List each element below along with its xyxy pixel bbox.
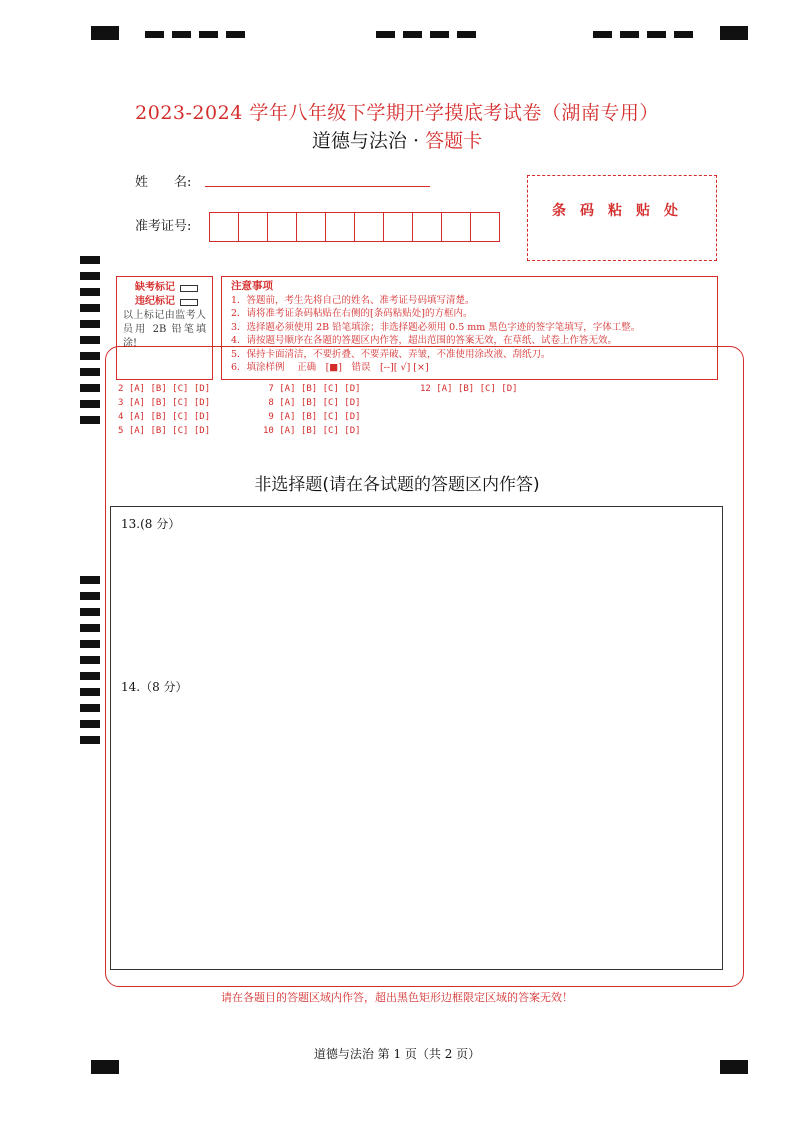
notice-box — [221, 276, 718, 380]
exam-id-digit-box[interactable] — [441, 212, 471, 242]
answer-card-label: 答题卡 — [425, 130, 483, 152]
exam-id-digit-box[interactable] — [412, 212, 442, 242]
notice-item: 5．保持卡面清洁，不要折叠、不要弄破、弄皱，不准使用涂改液、刮纸刀。 — [231, 348, 551, 360]
choice-row[interactable]: 2 [A] [B] [C] [D] — [118, 384, 211, 394]
choice-row[interactable]: 9 [A] [B] [C] [D] — [263, 412, 361, 422]
timing-mark — [674, 31, 693, 38]
notice-item: 3．选择题必须使用 2B 铅笔填涂；非选择题必须用 0.5 mm 黑色字迹的签字笔填写，字体工整。 — [231, 321, 641, 333]
choice-row[interactable]: 3 [A] [B] [C] [D] — [118, 398, 211, 408]
timing-mark — [145, 31, 164, 38]
page-footer: 道德与法治 第 1 页（共 2 页） — [313, 1047, 481, 1061]
notice-title: 注意事项 — [231, 280, 273, 292]
section-title: 非选择题(请在各试题的答题区内作答) — [254, 475, 540, 495]
absent-mark[interactable]: 缺考标记 — [123, 281, 206, 295]
timing-mark — [172, 31, 191, 38]
registration-mark — [720, 1060, 748, 1074]
timing-mark — [376, 31, 395, 38]
exam-id-digit-box[interactable] — [209, 212, 239, 242]
timing-mark — [430, 31, 449, 38]
timing-mark — [620, 31, 639, 38]
timing-mark — [226, 31, 245, 38]
barcode-area — [527, 175, 717, 261]
registration-mark — [91, 26, 119, 40]
timing-mark — [457, 31, 476, 38]
answer-box[interactable] — [110, 506, 723, 970]
choice-row[interactable]: 8 [A] [B] [C] [D] — [263, 398, 361, 408]
marks-description: 以上标记由监考人员用 2B 铅笔填涂! — [123, 310, 206, 349]
barcode-label: 条码粘贴处 — [552, 203, 692, 219]
violation-mark-bubble[interactable] — [180, 299, 198, 306]
exam-id-label: 准考证号: — [135, 219, 192, 234]
exam-subtitle — [0, 126, 794, 153]
subject-name: 道德与法治 — [311, 130, 407, 152]
exam-id-digit-box[interactable] — [383, 212, 413, 242]
choice-row[interactable]: 5 [A] [B] [C] [D] — [118, 426, 211, 436]
notice-item: 6．填涂样例 正确 [■] 错误 [--][ √] [×] — [231, 362, 429, 373]
choice-row[interactable]: 12 [A] [B] [C] [D] — [420, 384, 518, 394]
notice-item: 2．请将准考证条码粘贴在右侧的[条码粘贴处]的方框内。 — [231, 308, 473, 319]
choice-row[interactable]: 10 [A] [B] [C] [D] — [263, 426, 361, 436]
registration-mark — [91, 1060, 119, 1074]
exam-id-digit-box[interactable] — [325, 212, 355, 242]
registration-mark — [720, 26, 748, 40]
violation-mark[interactable]: 违纪标记 — [123, 295, 206, 309]
notice-item: 1．答题前，考生先将自己的姓名、准考证号码填写清楚。 — [231, 294, 475, 306]
proctor-marks-box — [116, 276, 213, 380]
answer-area-warning: 请在各题目的答题区域内作答，超出黑色矩形边框限定区域的答案无效！ — [221, 991, 573, 1004]
subtitle-separator: · — [412, 130, 420, 152]
exam-title: 2023-2024 学年八年级下学期开学摸底考试卷（湖南专用） — [135, 102, 659, 124]
timing-mark — [403, 31, 422, 38]
exam-id-digit-box[interactable] — [470, 212, 500, 242]
choice-row[interactable]: 4 [A] [B] [C] [D] — [118, 412, 211, 422]
exam-id-boxes[interactable] — [209, 212, 499, 242]
timing-mark — [647, 31, 666, 38]
timing-mark — [199, 31, 218, 38]
name-field[interactable] — [205, 186, 430, 187]
question-13-label: 13.(8 分） — [121, 517, 181, 531]
name-label: 姓 名: — [135, 175, 192, 190]
exam-id-digit-box[interactable] — [267, 212, 297, 242]
choice-row[interactable]: 7 [A] [B] [C] [D] — [263, 384, 361, 394]
exam-id-digit-box[interactable] — [296, 212, 326, 242]
absent-mark-bubble[interactable] — [180, 285, 198, 292]
exam-id-digit-box[interactable] — [238, 212, 268, 242]
question-14-label: 14.（8 分） — [121, 680, 188, 694]
exam-id-digit-box[interactable] — [354, 212, 384, 242]
notice-item: 4．请按题号顺序在各题的答题区内作答，超出范围的答案无效，在草纸、试卷上作答无效。 — [231, 335, 618, 346]
timing-mark — [593, 31, 612, 38]
